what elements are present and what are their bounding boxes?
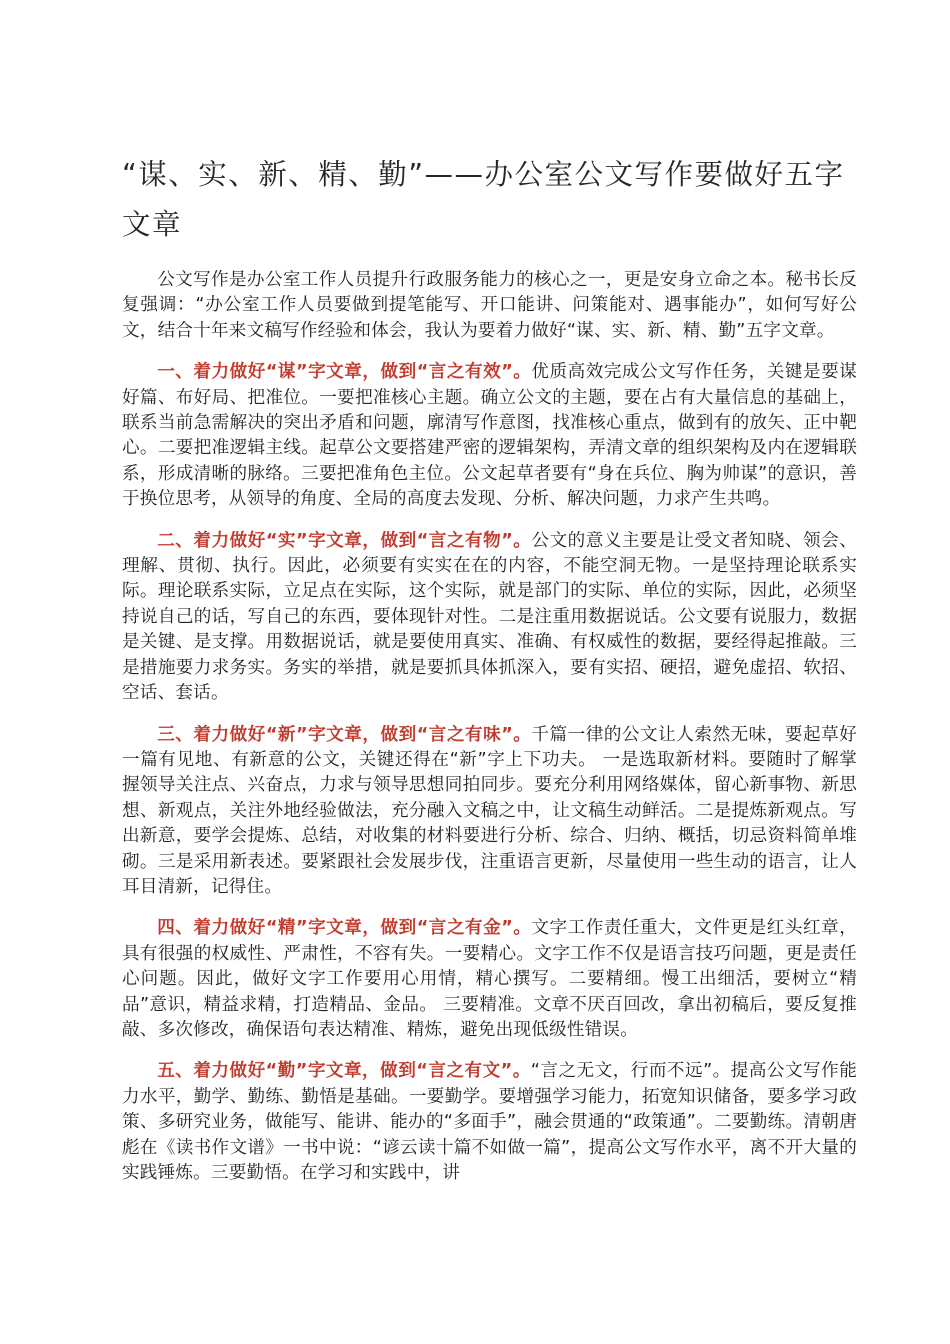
section-5-paragraph (122, 1059, 857, 1186)
document-page (122, 150, 857, 1202)
section-4-heading: 四、着力做好“精”字文章，做到“言之有金”。 (157, 918, 532, 939)
section-5-heading: 五、着力做好“勤”字文章，做到“言之有文”。 (157, 1061, 531, 1082)
section-1-heading: 一、着力做好“谋”字文章，做到“言之有效”。 (157, 362, 532, 383)
section-4-paragraph (122, 916, 857, 1043)
section-2-heading: 二、着力做好“实”字文章，做到“言之有物”。 (157, 530, 532, 551)
section-3-heading: 三、着力做好“新”字文章，做到“言之有味”。 (157, 724, 532, 745)
section-3-body: 千篇一律的公文让人索然无味，要起草好一篇有见地、有新意的公文，关键还得在“新”字上下功夫。 一是选取新材料。要随时了解掌握领导关注点、兴奋点，力求与领导思想同拍同步。要充分利用网络媒体，留心新事物、新思想、新观点，关注外地经验做法，充分融入文稿之中，让文稿生动鲜活。二是提炼新观点。写出新意，要学会提炼、总结，对收集的材料要进行分析、综合、归纳、概括，切忌资料简单堆砌。三是采用新表述。要紧跟社会发展步伐，注重语言更新，尽量使用一些生动的语言，让人耳目清新，记得住。 (122, 724, 858, 897)
section-3-paragraph (122, 723, 857, 901)
section-2-body: 公文的意义主要是让受文者知晓、领会、理解、贯彻、执行。因此，必须要有实实在在的内容，不能空洞无物。一是坚持理论联系实际。理论联系实际，立足点在实际，这个实际，就是部门的实际、单位的实际，因此，必须坚持说自己的话，写自己的东西，要体现针对性。二是注重用数据说话。公文要有说服力，数据是关键、是支撑。用数据说话，就是要使用真实、准确、有权威性的数据，要经得起推敲。三是措施要力求务实。务实的举措，就是要抓具体抓深入，要有实招、硬招，避免虚招、软招、空话、套话。 (122, 530, 858, 704)
section-1-body: 优质高效完成公文写作任务，关键是要谋好篇、布好局、把准位。一要把准核心主题。确立公文的主题，要在占有大量信息的基础上，联系当前急需解决的突出矛盾和问题，廓清写作意图，找准核心重点，做到有的放矢、正中靶心。二要把准逻辑主线。起草公文要搭建严密的逻辑架构，弄清文章的组织架构及内在逻辑联系，形成清晰的脉络。三要把准角色主位。公文起草者要有“身在兵位、胸为帅谋”的意识，善于换位思考，从领导的角度、全局的高度去发现、分析、解决问题，力求产生共鸣。 (122, 362, 858, 510)
section-4-body: 文字工作责任重大，文件更是红头红章，具有很强的权威性、严肃性，不容有失。一要精心。文字工作不仅是语言技巧问题，更是责任心问题。因此，做好文字工作要用心用情，精心撰写。二要精细。慢工出细活，要树立“精品”意识，精益求精，打造精品、金品。 三要精准。文章不厌百回改，拿出初稿后，要反复推敲、多次修改，确保语句表达精准、精炼，避免出现低级性错误。 (122, 918, 858, 1040)
section-1-paragraph (122, 360, 857, 512)
document-title: “谋、实、新、精、勤”——办公室公文写作要做好五字文章 (122, 158, 845, 241)
section-2-paragraph (122, 529, 857, 707)
intro-paragraph: 公文写作是办公室工作人员提升行政服务能力的核心之一，更是安身立命之本。秘书长反复强调：“办公室工作人员要做到提笔能写、开口能讲、问策能对、遇事能办”，如何写好公文，结合十年来文稿写作经验和体会，我认为要着力做好“谋、实、新、精、勤”五字文章。 (122, 270, 857, 341)
section-5-body: “言之无文，行而不远”。提高公文写作能力水平，勤学、勤练、勤悟是基础。一要勤学。要增强学习能力，拓宽知识储备，要多学习政策、多研究业务，做能写、能讲、能办的“多面手”，融会贯通的“政策通”。二要勤练。清朝唐彪在《读书作文谱》一书中说：“谚云读十篇不如做一篇”，提高公文写作水平，离不开大量的实践锤炼。三要勤悟。在学习和实践中，讲 (122, 1061, 858, 1183)
